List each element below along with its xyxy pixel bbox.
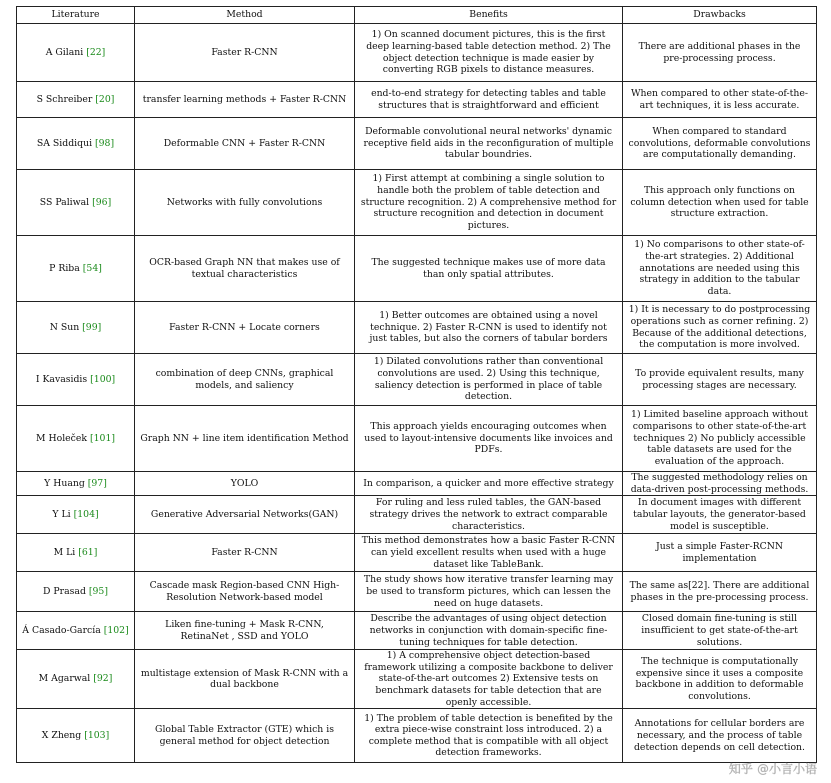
drawbacks-cell: The technique is computationally expensive since it uses a composite backbone in addition to deformable convolutions. (623, 650, 817, 709)
literature-cell (17, 170, 135, 236)
citation-link[interactable]: [20] (95, 93, 115, 105)
method-cell: transfer learning methods + Faster R-CNN (135, 82, 355, 118)
table-row (17, 406, 817, 472)
citation-link[interactable]: [102] (103, 624, 129, 636)
benefits-cell: The study shows how iterative transfer learning may be used to transform pictures, which can lessen the need on huge datasets. (355, 572, 623, 612)
author-name: N Sun (49, 321, 80, 333)
author-name: SA Siddiqui (36, 137, 93, 149)
literature-cell (17, 534, 135, 572)
literature-cell (17, 82, 135, 118)
drawbacks-cell: When compared to other state-of-the-art techniques, it is less accurate. (623, 82, 817, 118)
table-row (17, 709, 817, 763)
benefits-cell: 1) A comprehensive object detection-based framework utilizing a composite backbone to deliver state-of-the-art outcomes 2) Extensive tests on benchmark datasets for table detection that are openly accessible. (355, 650, 623, 709)
method-cell: Deformable CNN + Faster R-CNN (135, 118, 355, 170)
citation-link[interactable]: [22] (86, 46, 106, 58)
benefits-cell: This method demonstrates how a basic Faster R-CNN can yield excellent results when used with a huge dataset like TableBank. (355, 534, 623, 572)
method-cell: multistage extension of Mask R-CNN with a dual backbone (135, 650, 355, 709)
drawbacks-cell: 1) Limited baseline approach without comparisons to other state-of-the-art techniques 2) No publicly accessible table datasets are used for the evaluation of the approach. (623, 406, 817, 472)
table-row (17, 612, 817, 650)
method-cell: Liken fine-tuning + Mask R-CNN, RetinaNet , SSD and YOLO (135, 612, 355, 650)
table-row (17, 236, 817, 302)
citation-link[interactable]: [54] (82, 262, 102, 274)
citation-link[interactable]: [99] (82, 321, 102, 333)
table-row (17, 572, 817, 612)
citation-link[interactable]: [104] (73, 508, 99, 520)
literature-cell (17, 406, 135, 472)
method-cell: Generative Adversarial Networks(GAN) (135, 496, 355, 534)
author-name: M Holeček (36, 432, 88, 444)
method-cell: YOLO (135, 472, 355, 496)
drawbacks-cell: When compared to standard convolutions, deformable convolutions are computationally demanding. (623, 118, 817, 170)
literature-cell (17, 118, 135, 170)
drawbacks-cell: This approach only functions on column detection when used for table structure extraction. (623, 170, 817, 236)
method-cell: Faster R-CNN + Locate corners (135, 302, 355, 354)
citation-link[interactable]: [101] (89, 432, 115, 444)
drawbacks-cell: To provide equivalent results, many processing stages are necessary. (623, 354, 817, 406)
citation-link[interactable]: [96] (92, 196, 112, 208)
method-cell: Cascade mask Region-based CNN High-Resolution Network-based model (135, 572, 355, 612)
drawbacks-cell: Just a simple Faster-RCNN implementation (623, 534, 817, 572)
benefits-cell: 1) First attempt at combining a single solution to handle both the problem of table detection and structure recognition. 2) A comprehensive method for structure recognition and detection in document pictures. (355, 170, 623, 236)
header-method: Method (135, 7, 355, 24)
table-row (17, 118, 817, 170)
literature-cell (17, 472, 135, 496)
drawbacks-cell: The same as[22]. There are additional phases in the pre-processing process. (623, 572, 817, 612)
table-row (17, 302, 817, 354)
author-name: D Prasad (43, 585, 86, 597)
method-cell: OCR-based Graph NN that makes use of textual characteristics (135, 236, 355, 302)
header-benefits: Benefits (355, 7, 623, 24)
drawbacks-cell: Annotations for cellular borders are necessary, and the process of table detection depends on cell detection. (623, 709, 817, 763)
literature-cell (17, 572, 135, 612)
literature-cell (17, 650, 135, 709)
literature-cell (17, 709, 135, 763)
benefits-cell: In comparison, a quicker and more effective strategy (355, 472, 623, 496)
literature-cell (17, 24, 135, 82)
citation-link[interactable]: [103] (84, 729, 110, 741)
author-name: I Kavasidis (35, 373, 88, 385)
drawbacks-cell: 1) No comparisons to other state-of-the-art strategies. 2) Additional annotations are needed using this strategy in addition to the tabular data. (623, 236, 817, 302)
header-drawbacks: Drawbacks (623, 7, 817, 24)
literature-cell (17, 612, 135, 650)
benefits-cell: 1) Better outcomes are obtained using a novel technique. 2) Faster R-CNN is used to identify not just tables, but also the corners of tabular borders (355, 302, 623, 354)
benefits-cell: This approach yields encouraging outcomes when used to layout-intensive documents like invoices and PDFs. (355, 406, 623, 472)
method-cell: Graph NN + line item identification Method (135, 406, 355, 472)
citation-link[interactable]: [98] (95, 137, 115, 149)
author-name: X Zheng (41, 729, 82, 741)
literature-cell (17, 496, 135, 534)
benefits-cell: 1) Dilated convolutions rather than conventional convolutions are used. 2) Using this technique, saliency detection is performed in place of table detection. (355, 354, 623, 406)
table-row (17, 24, 817, 82)
author-name: S Schreiber (36, 93, 93, 105)
drawbacks-cell: The suggested methodology relies on data-driven post-processing methods. (623, 472, 817, 496)
drawbacks-cell: Closed domain fine-tuning is still insufficient to get state-of-the-art solutions. (623, 612, 817, 650)
literature-cell (17, 236, 135, 302)
author-name: A Gilani (45, 46, 84, 58)
watermark: 知乎 @小言小语 (728, 762, 817, 776)
table-row (17, 472, 817, 496)
benefits-cell: 1) On scanned document pictures, this is the first deep learning-based table detection method. 2) The object detection technique is made easier by converting RGB pixels to distance measures. (355, 24, 623, 82)
table-row (17, 650, 817, 709)
author-name: Y Huang (44, 477, 85, 489)
drawbacks-cell: 1) It is necessary to do postprocessing operations such as corner refining. 2) Because of the additional detections, the computation is more involved. (623, 302, 817, 354)
author-name: SS Paliwal (39, 196, 90, 208)
header-row (17, 7, 817, 24)
method-cell: Faster R-CNN (135, 534, 355, 572)
author-name: P Riba (49, 262, 80, 274)
citation-link[interactable]: [92] (93, 673, 113, 685)
comparison-table (16, 6, 817, 763)
table-row (17, 496, 817, 534)
header-literature: Literature (17, 7, 135, 24)
comparison-table-container (16, 6, 816, 763)
literature-cell (17, 354, 135, 406)
author-name: M Li (53, 546, 76, 558)
benefits-cell: The suggested technique makes use of more data than only spatial attributes. (355, 236, 623, 302)
citation-link[interactable]: [61] (78, 546, 98, 558)
benefits-cell: Describe the advantages of using object detection networks in conjunction with domain-specific fine-tuning techniques for table detection. (355, 612, 623, 650)
drawbacks-cell: In document images with different tabular layouts, the generator-based model is susceptible. (623, 496, 817, 534)
table-row (17, 82, 817, 118)
citation-link[interactable]: [95] (88, 585, 108, 597)
benefits-cell: 1) The problem of table detection is benefited by the extra piece-wise constraint loss introduced. 2) a complete method that is compatible with all object detection frameworks. (355, 709, 623, 763)
table-row (17, 170, 817, 236)
drawbacks-cell: There are additional phases in the pre-processing process. (623, 24, 817, 82)
citation-link[interactable]: [100] (90, 373, 116, 385)
benefits-cell: Deformable convolutional neural networks' dynamic receptive field aids in the reconfiguration of multiple tabular boundries. (355, 118, 623, 170)
table-row (17, 354, 817, 406)
method-cell: Global Table Extractor (GTE) which is general method for object detection (135, 709, 355, 763)
method-cell: combination of deep CNNs, graphical models, and saliency (135, 354, 355, 406)
method-cell: Faster R-CNN (135, 24, 355, 82)
table-row (17, 534, 817, 572)
benefits-cell: end-to-end strategy for detecting tables and table structures that is straightforward and efficient (355, 82, 623, 118)
method-cell: Networks with fully convolutions (135, 170, 355, 236)
author-name: Y Li (52, 508, 71, 520)
author-name: M Agarwal (38, 673, 91, 685)
benefits-cell: For ruling and less ruled tables, the GAN-based strategy drives the network to extract comparable characteristics. (355, 496, 623, 534)
author-name: Á Casado-García (22, 624, 101, 636)
citation-link[interactable]: [97] (87, 477, 107, 489)
literature-cell (17, 302, 135, 354)
